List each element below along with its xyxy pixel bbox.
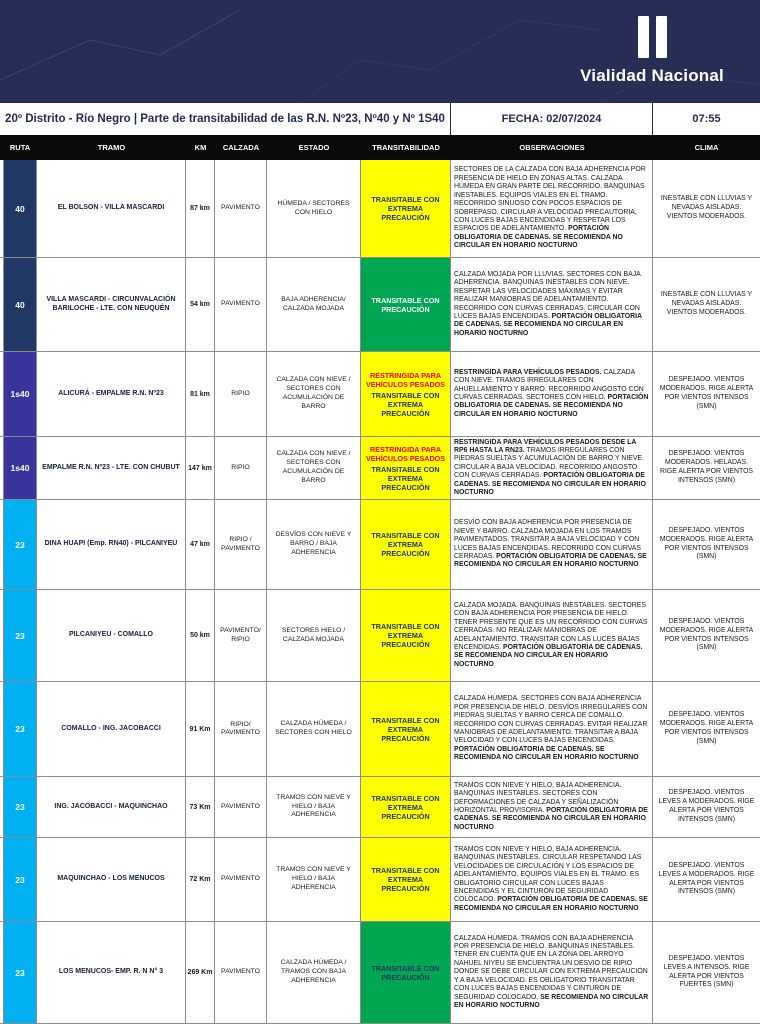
logo-bars-icon xyxy=(638,16,667,58)
km-cell: 50 km xyxy=(186,590,215,681)
km-cell: 72 Km xyxy=(186,838,215,921)
logo-text: Vialidad Nacional xyxy=(580,66,724,85)
calzada-cell: PAVIMENTO/ RIPIO xyxy=(215,590,267,681)
clima-cell: DESPEJADO. VIENTOS MODERADOS. HELADAS. RIGE ALERTA POR VIENTOS INTENSOS (SMN) xyxy=(659,450,754,484)
calzada-cell: PAVIMENTO xyxy=(215,922,267,1023)
transitabilidad-status xyxy=(361,922,451,1023)
observaciones-cell xyxy=(451,682,653,776)
clima-cell: DESPEJADO. VIENTOS MODERADOS. RIGE ALERTA POR VIENTOS INTENSOS (SMN) xyxy=(659,526,754,561)
calzada-cell: RIPIO xyxy=(215,352,267,436)
transitabilidad-status xyxy=(361,590,451,681)
transit-status-line: RESTRINGIDA PARA VEHÍCULOS PESADOS xyxy=(365,370,446,389)
tramo-cell: ING. JACOBACCI - MAQUINCHAO xyxy=(37,777,186,837)
observaciones-cell xyxy=(451,258,653,351)
table-row xyxy=(0,590,760,682)
table-header-row xyxy=(0,135,760,160)
estado-cell: DESVÍOS CON NIEVE Y BARRO / BAJA ADHERENCIA xyxy=(267,500,361,589)
observaciones-cell xyxy=(451,777,653,837)
clima-cell: DESPEJADO. VIENTOS LEVES A MODERADOS. RIGE ALERTA POR VIENTOS INTENSOS (SMN) xyxy=(658,789,755,823)
observaciones-text: SECTORES DE LA CALZADA CON BAJA ADHERENCIA POR PRESENCIA DE HIELO EN ZONAS ALTAS. CALZADA HÚMEDA EN GRAN PARTE DEL RECORRIDO. BANQUINAS INESTABLES. EQUIPOS VIALES EN EL TRAMO. RECORRIDO SINUOSO CON POCOS ESPACIOS DE SOBREPASO. CIRCULAR A VELOCIDAD PRECAUTORIA, CON LUCES BAJAS ENCENDIDAS Y RESPETAR LOS ESPACIOS DE ADELANTAMIENTO. PORTACIÓN OBLIGATORIA DE CADENAS. SE RECOMIENDA NO CIRCULAR EN HORARIO NOCTURNO xyxy=(454,166,646,250)
transit-status-line: TRANSITABLE CON PRECAUCIÓN xyxy=(371,963,440,982)
estado-cell: BAJA ADHERENCIA/ CALZADA MOJADA xyxy=(267,258,361,351)
estado-cell: CALZADA CON NIEVE / SECTORES CON ACUMULACIÓN DE BARRO xyxy=(267,352,361,436)
table-body xyxy=(0,160,760,1024)
transitabilidad-status xyxy=(361,838,451,921)
tramo-cell: MAQUINCHAO - LOS MENUCOS xyxy=(37,838,186,921)
table-row xyxy=(0,160,760,258)
estado-cell: SECTORES HIELO / CALZADA MOJADA xyxy=(267,590,361,681)
km-cell: 54 km xyxy=(186,258,215,351)
transit-status-line: TRANSITABLE CON EXTREMA PRECAUCIÓN xyxy=(371,793,440,821)
route-number-badge: 23 xyxy=(3,777,37,837)
calzada-cell: PAVIMENTO xyxy=(215,258,267,351)
km-cell: 81 km xyxy=(186,352,215,436)
tramo-cell: EMPALME R.N. Nº23 - LTE. CON CHUBUT xyxy=(37,437,186,499)
route-number-badge: 1s40 xyxy=(3,437,37,499)
route-number-badge: 23 xyxy=(3,590,37,681)
calzada-cell: PAVIMENTO xyxy=(215,160,267,257)
clima-cell: DESPEJADO. VIENTOS MODERADOS. RIGE ALERTA POR VIENTOS INTENSOS (SMN) xyxy=(659,617,754,652)
transit-status-line: TRANSITABLE CON EXTREMA PRECAUCIÓN xyxy=(371,531,440,558)
observaciones-text: RESTRINGIDA PARA VEHÍCULOS PESADOS. CALZADA CON NIEVE. TRAMOS IRREGULARES CON AHUELLAMIENTO Y BARRO. RECORRIDO ANGOSTO CON CURVAS CERRADAS. SECTORES CON HIELO. PORTACIÓN OBLIGATORIA DE CADENAS. SE RECOMIENDA NO CIRCULAR EN HORARIO NOCTURNO xyxy=(454,368,649,418)
transitabilidad-status xyxy=(361,437,451,499)
table-row xyxy=(0,258,760,352)
column-header-calzada: CALZADA xyxy=(222,143,260,152)
km-cell: 73 Km xyxy=(186,777,215,837)
estado-cell: HÚMEDA / SECTORES CON HIELO xyxy=(267,160,361,257)
route-number-badge: 40 xyxy=(3,258,37,351)
report-time: 07:55 xyxy=(692,113,721,125)
transitabilidad-status xyxy=(361,258,451,351)
column-header-transitabilidad: TRANSITABILIDAD xyxy=(372,143,440,152)
transitabilidad-status xyxy=(361,500,451,589)
calzada-cell: PAVIMENTO xyxy=(215,777,267,837)
observaciones-cell xyxy=(451,352,653,436)
tramo-cell: EL BOLSON - VILLA MASCARDI xyxy=(37,160,186,257)
column-header-observaciones: OBSERVACIONES xyxy=(519,143,585,152)
vialidad-nacional-logo xyxy=(580,16,724,86)
table-row xyxy=(0,437,760,500)
route-number-badge: 23 xyxy=(3,682,37,776)
title-bar xyxy=(0,103,760,135)
transitabilidad-status xyxy=(361,160,451,257)
observaciones-text: TRAMOS CON NIEVE Y HIELO, BAJA ADHERENCIA. BANQUINAS INESTABLES. CIRCULAR RESPETANDO LAS VELOCIDADES DE CIRCULACIÓN Y LOS ESPACIOS DE ADELANTAMIENTO. EQUIPOS VIALES EN EL TRAMO. ES OBLIGATORIO CIRCULAR CON LUCES BAJAS ENCENDIDAS Y EL CINTURÓN DE SEGURIDAD COLOCADO. PORTACIÓN OBLIGATORIA DE CADENAS. SE RECOMIENDA NO CIRCULAR EN HORARIO NOCTURNO xyxy=(454,845,648,912)
column-header-clima: CLIMA xyxy=(694,143,719,152)
estado-cell: TRAMOS CON NIEVE Y HIELO / BAJA ADHERENCIA xyxy=(267,777,361,837)
route-number-badge: 23 xyxy=(3,922,37,1023)
clima-cell: DESPEJADO. VIENTOS LEVES A INTENSOS. RIGE ALERTA POR VIENTOS FUERTES (SMN) xyxy=(663,954,750,989)
route-number-badge: 1s40 xyxy=(3,352,37,436)
report-date: FECHA: 02/07/2024 xyxy=(451,103,653,135)
column-header-tramo: TRAMO xyxy=(97,143,126,152)
transit-status-line: TRANSITABLE CON EXTREMA PRECAUCIÓN xyxy=(371,390,440,418)
estado-cell: CALZADA HÚMEDA / TRAMOS CON BAJA ADHERENCIA xyxy=(267,922,361,1023)
clima-cell: DESPEJADO. VIENTOS LEVES A MODERADOS. RIGE ALERTA POR VIENTOS INTENSOS (SMN) xyxy=(658,861,755,896)
column-header-km: KM xyxy=(194,143,207,152)
table-row xyxy=(0,682,760,777)
header-banner xyxy=(0,0,760,103)
km-cell: 87 km xyxy=(186,160,215,257)
route-number-badge: 40 xyxy=(3,160,37,257)
tramo-cell: LOS MENUCOS- EMP. R. N N° 3 xyxy=(37,922,186,1023)
transit-status-line: TRANSITABLE CON EXTREMA PRECAUCIÓN xyxy=(371,464,440,492)
calzada-cell: RIPIO / PAVIMENTO xyxy=(215,500,267,589)
table-row xyxy=(0,838,760,922)
observaciones-text: CALZADA MOJADA POR LLUVIAS. SECTORES CON BAJA ADHERENCIA. BANQUINAS INESTABLES CON NIEVE. RESPETAR LAS VELOCIDADES MÁXIMAS Y EVITAR REALIZAR MANIOBRAS DE ADELANTAMIENTO. RECORRIDO CON CURVAS CERRADAS. CIRCULAR CON LUCES BAJAS ENCENDIDAS. PORTACIÓN OBLIGATORIA DE CADENAS. SE RECOMIENDA NO CIRCULAR EN HORARIO NOCTURNO xyxy=(454,270,642,337)
table-row xyxy=(0,500,760,590)
tramo-cell: COMALLO - ING. JACOBACCI xyxy=(37,682,186,776)
observaciones-cell xyxy=(451,838,653,921)
clima-cell: DESPEJADO. VIENTOS MODERADOS. RIGE ALERTA POR VIENTOS INTENSOS (SMN) xyxy=(659,376,754,410)
estado-cell: CALZADA CON NIEVE / SECTORES CON ACUMULACIÓN DE BARRO xyxy=(267,437,361,499)
observaciones-cell xyxy=(451,437,653,499)
column-header-estado: ESTADO xyxy=(298,143,330,152)
report-title: 20º Distrito - Río Negro | Parte de transitabilidad de las R.N. Nº23, Nº40 y Nº 1S40 xyxy=(0,103,451,135)
tramo-cell: ALICURÁ - EMPALME R.N. Nº23 xyxy=(37,352,186,436)
clima-cell: INESTABLE CON LLUVIAS Y NEVADAS AISLADAS. VIENTOS MODERADOS. xyxy=(660,291,753,316)
transitabilidad-status xyxy=(361,682,451,776)
clima-cell: INESTABLE CON LLUVIAS Y NEVADAS AISLADAS. VIENTOS MODERADOS. xyxy=(660,195,753,220)
calzada-cell: RIPIO/ PAVIMENTO xyxy=(215,682,267,776)
transit-status-line: TRANSITABLE CON EXTREMA PRECAUCIÓN xyxy=(371,622,440,649)
observaciones-text: CALZADA HÚMEDA. SECTORES CON BAJA ADHERENCIA POR PRESENCIA DE HIELO. DESVÍOS IRREGULARES CON PIEDRAS SUELTAS Y BARRO CERCA DE COMALLO. RECORRIDO CON CURVAS CERRADAS. EVITAR REALIZAR MANIOBRAS DE ADELANTAMIENTO. TRANSITAR A BAJA VELOCIDAD Y CON LUCES BAJAS ENCENDIDAS. PORTACIÓN OBLIGATORIA DE CADENAS. SE RECOMIENDA NO CIRCULAR EN HORARIO NOCTURNO xyxy=(454,695,648,762)
transit-status-line: RESTRINGIDA PARA VEHÍCULOS PESADOS xyxy=(365,444,446,463)
observaciones-text: TRAMOS CON NIEVE Y HIELO, BAJA ADHERENCIA. BANQUINAS INESTABLES. SECTORES CON DEFORMACIONES DE CALZADA Y SEÑALIZACIÓN HORIZONTAL PROVISORIA. PORTACIÓN OBLIGATORIA DE CADENAS. SE RECOMIENDA NO CIRCULAR EN HORARIO NOCTURNO xyxy=(454,781,648,831)
table-row xyxy=(0,352,760,437)
calzada-cell: PAVIMENTO xyxy=(215,838,267,921)
table-row xyxy=(0,922,760,1024)
transit-status-line: TRANSITABLE CON EXTREMA PRECAUCIÓN xyxy=(371,195,440,222)
observaciones-text: DESVÍO CON BAJA ADHERENCIA POR PRESENCIA DE NIEVE Y BARRO. CALZADA MOJADA EN LOS TRAMOS PAVIMENTADOS. TRANSITAR A BAJA VELOCIDAD Y CON LUCES BAJAS ENCENDIDAS. RECORRIDO CON CURVAS CERRADAS. PORTACIÓN OBLIGATORIA DE CADENAS. SE RECOMIENDA NO CIRCULAR EN HORARIO NOCTURNO xyxy=(454,519,647,569)
observaciones-text: CALZADA MOJADA. BANQUINAS INESTABLES. SECTORES CON BAJA ADHERENCIA POR PRESENCIA DE HIELO. TENER PRESENTE QUE ES UN RECORRIDO CON CURVAS CERRADAS. NO REALIZAR MANIOBRAS DE ADELANTAMIENTO. TRANSITAR CON LAS LUCES BAJAS ENCENDIDAS. PORTACIÓN OBLIGATORIA DE CADENAS. SE RECOMIENDA NO CIRCULAR EN HORARIO NOCTURNO xyxy=(454,601,648,668)
observaciones-cell xyxy=(451,590,653,681)
transitabilidad-status xyxy=(361,777,451,837)
transit-status-line: TRANSITABLE CON EXTREMA PRECAUCIÓN xyxy=(371,866,440,893)
km-cell: 91 Km xyxy=(186,682,215,776)
km-cell: 147 km xyxy=(186,437,215,499)
estado-cell: CALZADA HÚMEDA / SECTORES CON HIELO xyxy=(267,682,361,776)
transit-status-line: TRANSITABLE CON EXTREMA PRECAUCIÓN xyxy=(371,715,440,743)
km-cell: 47 km xyxy=(186,500,215,589)
km-cell: 269 Km xyxy=(186,922,215,1023)
observaciones-text: RESTRINGIDA PARA VEHÍCULOS PESADOS DESDE LA RP6 HASTA LA RN23. TRAMOS IRREGULARES CON PIEDRAS SUELTAS Y ACUMULACIÓN DE BARRO Y NIEVE. CIRCULAR A BAJA VELOCIDAD. RECORRIDO ANGOSTO CON CURVAS CERRADAS. PORTACIÓN OBLIGATORIA DE CADENAS. SE RECOMIENDA NO CIRCULAR EN HORARIO NOCTURNO xyxy=(454,438,646,497)
estado-cell: TRAMOS CON NIEVE Y HIELO / BAJA ADHERENCIA xyxy=(267,838,361,921)
table-row xyxy=(0,777,760,838)
transitabilidad-status xyxy=(361,352,451,436)
transit-status-line: TRANSITABLE CON PRECAUCIÓN xyxy=(371,295,440,314)
tramo-cell: VILLA MASCARDI - CIRCUNVALACIÓN BARILOCHE - LTE. CON NEUQUÉN xyxy=(37,258,186,351)
observaciones-cell xyxy=(451,500,653,589)
tramo-cell: PILCANIYEU - COMALLO xyxy=(37,590,186,681)
route-number-badge: 23 xyxy=(3,838,37,921)
clima-cell: DESPEJADO. VIENTOS MODERADOS. RIGE ALERTA POR VIENTOS INTENSOS (SMN) xyxy=(659,711,754,745)
column-header-ruta: RUTA xyxy=(9,143,31,152)
observaciones-text: CALZADA HÚMEDA. TRAMOS CON BAJA ADHERENCIA POR PRESENCIA DE HIELO. BANQUINAS INESTABLES. TENER EN CUENTA QUE EN LA ZONA DEL ARROYO NAHUEL NIYEU SE ENCUENTRA UN DESVIO DE RIPIO DONDE SE DEBE CIRCULAR CON EXTREMA PRECAUCIÓN Y A BAJA VELOCIDAD. ES OBLIGATORIO TRANSITATAR CON LUCES BAJAS ENCENDIDAS Y CINTURÓN DE SEGURIDAD COLOCADO. SE RECOMIENDA NO CIRCULAR EN HORARIO NOCTURNO xyxy=(454,934,649,1009)
observaciones-cell xyxy=(451,160,653,257)
observaciones-cell xyxy=(451,922,653,1023)
tramo-cell: DINA HUAPI (Emp. RN40) - PILCANIYEU xyxy=(37,500,186,589)
route-number-badge: 23 xyxy=(3,500,37,589)
calzada-cell: RIPIO xyxy=(215,437,267,499)
